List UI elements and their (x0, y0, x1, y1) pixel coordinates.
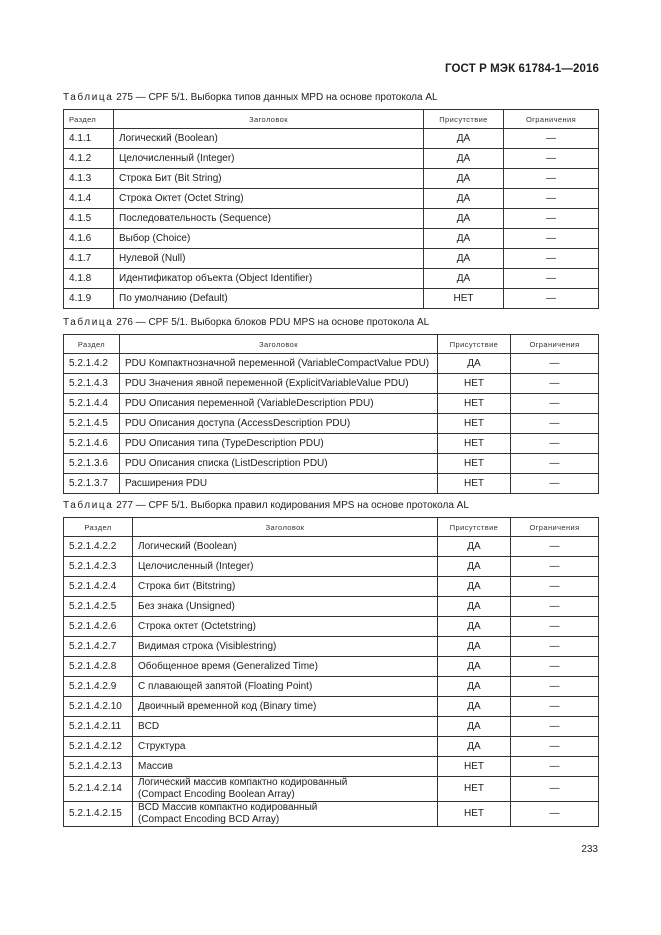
table-caption-text: 276 — CPF 5/1. Выборка блоков PDU MPS на основе протокола AL (113, 317, 430, 328)
table-275 (63, 109, 599, 309)
restrictions-cell: — (504, 289, 599, 309)
document-header: ГОСТ Р МЭК 61784-1—2016 (445, 63, 599, 75)
table-row (64, 269, 599, 289)
restrictions-cell: — (511, 637, 599, 657)
table-row (64, 129, 599, 149)
table-row (64, 209, 599, 229)
table-label: Таблица (63, 92, 114, 103)
restrictions-cell: — (504, 169, 599, 189)
section-cell: 5.2.1.4.6 (64, 434, 120, 454)
restrictions-cell: — (511, 414, 599, 434)
title-cell: Массив (133, 757, 438, 777)
title-cell: Целочисленный (Integer) (133, 557, 438, 577)
section-cell: 5.2.1.4.2 (64, 354, 120, 374)
restrictions-cell: — (504, 149, 599, 169)
restrictions-cell: — (511, 697, 599, 717)
column-header-title: Заголовок (114, 110, 424, 129)
section-cell: 4.1.8 (64, 269, 114, 289)
table-row (64, 677, 599, 697)
presence-cell: НЕТ (438, 394, 511, 414)
presence-cell: НЕТ (438, 474, 511, 494)
column-header-presence: Присутствие (424, 110, 504, 129)
table-row (64, 474, 599, 494)
table-row (64, 454, 599, 474)
presence-cell: ДА (438, 557, 511, 577)
title-cell: BCD Массив компактно кодированный (Compact Encoding BCD Array) (133, 802, 438, 827)
restrictions-cell: — (511, 354, 599, 374)
table-row (64, 697, 599, 717)
presence-cell: ДА (424, 189, 504, 209)
section-cell: 4.1.1 (64, 129, 114, 149)
section-cell: 4.1.6 (64, 229, 114, 249)
column-header-section: Раздел (64, 110, 114, 129)
presence-cell: ДА (424, 129, 504, 149)
title-cell: Двоичный временной код (Binary time) (133, 697, 438, 717)
presence-cell: НЕТ (438, 454, 511, 474)
restrictions-cell: — (504, 229, 599, 249)
section-cell: 5.2.1.4.2.12 (64, 737, 133, 757)
table-row (64, 737, 599, 757)
section-cell: 5.2.1.4.2.10 (64, 697, 133, 717)
table-row (64, 374, 599, 394)
title-cell: PDU Описания типа (TypeDescription PDU) (120, 434, 438, 454)
restrictions-cell: — (504, 269, 599, 289)
presence-cell: ДА (438, 597, 511, 617)
restrictions-cell: — (511, 677, 599, 697)
restrictions-cell: — (511, 657, 599, 677)
table-row (64, 169, 599, 189)
section-cell: 4.1.7 (64, 249, 114, 269)
presence-cell: ДА (424, 209, 504, 229)
title-cell: BCD (133, 717, 438, 737)
presence-cell: ДА (438, 537, 511, 557)
section-cell: 4.1.4 (64, 189, 114, 209)
section-cell: 5.2.1.4.2.7 (64, 637, 133, 657)
section-cell: 4.1.3 (64, 169, 114, 189)
title-cell: Логический (Boolean) (133, 537, 438, 557)
title-cell: С плавающей запятой (Floating Point) (133, 677, 438, 697)
column-header-title: Заголовок (120, 335, 438, 354)
title-cell: Строка Бит (Bit String) (114, 169, 424, 189)
title-cell: PDU Значения явной переменной (ExplicitVariableValue PDU) (120, 374, 438, 394)
table-row (64, 777, 599, 802)
section-cell: 4.1.2 (64, 149, 114, 169)
presence-cell: ДА (424, 269, 504, 289)
section-cell: 5.2.1.4.2.5 (64, 597, 133, 617)
title-cell: Логический массив компактно кодированный (Compact Encoding Boolean Array) (133, 777, 438, 802)
presence-cell: ДА (438, 637, 511, 657)
restrictions-cell: — (511, 474, 599, 494)
table-row (64, 757, 599, 777)
title-cell: Логический (Boolean) (114, 129, 424, 149)
presence-cell: НЕТ (424, 289, 504, 309)
restrictions-cell: — (504, 249, 599, 269)
table-row (64, 249, 599, 269)
restrictions-cell: — (511, 394, 599, 414)
table-row (64, 597, 599, 617)
column-header-section: Раздел (64, 335, 120, 354)
table-caption-text: 277 — CPF 5/1. Выборка правил кодирования MPS на основе протокола AL (113, 500, 469, 511)
section-cell: 5.2.1.3.6 (64, 454, 120, 474)
table-row (64, 434, 599, 454)
restrictions-cell: — (511, 434, 599, 454)
table-row (64, 354, 599, 374)
section-cell: 5.2.1.4.2.4 (64, 577, 133, 597)
table-row (64, 229, 599, 249)
section-cell: 4.1.5 (64, 209, 114, 229)
title-cell: Строка Октет (Octet String) (114, 189, 424, 209)
section-cell: 5.2.1.4.2.3 (64, 557, 133, 577)
title-cell: Строка октет (Octetstring) (133, 617, 438, 637)
column-header-restrictions: Ограничения (511, 518, 599, 537)
presence-cell: ДА (438, 577, 511, 597)
title-cell: Видимая строка (Visiblestring) (133, 637, 438, 657)
presence-cell: ДА (424, 149, 504, 169)
section-cell: 5.2.1.4.2.11 (64, 717, 133, 737)
restrictions-cell: — (511, 374, 599, 394)
presence-cell: ДА (424, 229, 504, 249)
presence-cell: ДА (438, 354, 511, 374)
title-cell: Целочисленный (Integer) (114, 149, 424, 169)
title-cell: PDU Компактнозначной переменной (VariableCompactValue PDU) (120, 354, 438, 374)
section-cell: 5.2.1.4.2.9 (64, 677, 133, 697)
section-cell: 5.2.1.4.2.6 (64, 617, 133, 637)
presence-cell: НЕТ (438, 802, 511, 827)
table-label: Таблица (63, 500, 114, 511)
restrictions-cell: — (511, 737, 599, 757)
section-cell: 5.2.1.3.7 (64, 474, 120, 494)
section-cell: 4.1.9 (64, 289, 114, 309)
restrictions-cell: — (511, 802, 599, 827)
section-cell: 5.2.1.4.3 (64, 374, 120, 394)
title-cell: PDU Описания переменной (VariableDescription PDU) (120, 394, 438, 414)
title-cell: PDU Описания доступа (AccessDescription PDU) (120, 414, 438, 434)
title-cell: Без знака (Unsigned) (133, 597, 438, 617)
presence-cell: ДА (438, 657, 511, 677)
section-cell: 5.2.1.4.2.2 (64, 537, 133, 557)
presence-cell: ДА (438, 677, 511, 697)
section-cell: 5.2.1.4.2.13 (64, 757, 133, 777)
presence-cell: НЕТ (438, 374, 511, 394)
restrictions-cell: — (511, 757, 599, 777)
restrictions-cell: — (511, 617, 599, 637)
title-cell: Строка бит (Bitstring) (133, 577, 438, 597)
restrictions-cell: — (511, 777, 599, 802)
section-cell: 5.2.1.4.2.15 (64, 802, 133, 827)
section-cell: 5.2.1.4.4 (64, 394, 120, 414)
presence-cell: НЕТ (438, 434, 511, 454)
column-header-restrictions: Ограничения (504, 110, 599, 129)
title-cell: Выбор (Choice) (114, 229, 424, 249)
restrictions-cell: — (511, 597, 599, 617)
column-header-presence: Присутствие (438, 518, 511, 537)
presence-cell: ДА (438, 697, 511, 717)
title-cell: По умолчанию (Default) (114, 289, 424, 309)
restrictions-cell: — (511, 577, 599, 597)
presence-cell: ДА (424, 169, 504, 189)
title-cell: Обобщенное время (Generalized Time) (133, 657, 438, 677)
table-276 (63, 334, 599, 494)
restrictions-cell: — (511, 717, 599, 737)
table-row (64, 577, 599, 597)
table-275-caption (63, 92, 438, 103)
table-label: Таблица (63, 317, 114, 328)
presence-cell: НЕТ (438, 414, 511, 434)
restrictions-cell: — (504, 209, 599, 229)
presence-cell: НЕТ (438, 757, 511, 777)
restrictions-cell: — (511, 454, 599, 474)
presence-cell: ДА (438, 717, 511, 737)
column-header-section: Раздел (64, 518, 133, 537)
presence-cell: ДА (438, 617, 511, 637)
table-row (64, 537, 599, 557)
table-row (64, 557, 599, 577)
title-cell: Идентификатор объекта (Object Identifier) (114, 269, 424, 289)
table-row (64, 189, 599, 209)
presence-cell: ДА (438, 737, 511, 757)
title-cell: PDU Описания списка (ListDescription PDU) (120, 454, 438, 474)
presence-cell: НЕТ (438, 777, 511, 802)
restrictions-cell: — (504, 129, 599, 149)
table-row (64, 394, 599, 414)
table-277 (63, 517, 599, 827)
section-cell: 5.2.1.4.2.8 (64, 657, 133, 677)
restrictions-cell: — (511, 537, 599, 557)
table-row (64, 802, 599, 827)
table-row (64, 657, 599, 677)
table-row (64, 414, 599, 434)
column-header-restrictions: Ограничения (511, 335, 599, 354)
section-cell: 5.2.1.4.2.14 (64, 777, 133, 802)
restrictions-cell: — (504, 189, 599, 209)
title-cell: Структура (133, 737, 438, 757)
column-header-presence: Присутствие (438, 335, 511, 354)
table-caption-text: 275 — CPF 5/1. Выборка типов данных MPD на основе протокола AL (113, 92, 438, 103)
table-277-caption (63, 500, 469, 511)
table-row (64, 717, 599, 737)
title-cell: Расширения PDU (120, 474, 438, 494)
presence-cell: ДА (424, 249, 504, 269)
page-number: 233 (581, 844, 598, 855)
restrictions-cell: — (511, 557, 599, 577)
section-cell: 5.2.1.4.5 (64, 414, 120, 434)
column-header-title: Заголовок (133, 518, 438, 537)
table-row (64, 617, 599, 637)
table-276-caption (63, 317, 429, 328)
title-cell: Последовательность (Sequence) (114, 209, 424, 229)
table-row (64, 149, 599, 169)
table-row (64, 289, 599, 309)
title-cell: Нулевой (Null) (114, 249, 424, 269)
table-row (64, 637, 599, 657)
